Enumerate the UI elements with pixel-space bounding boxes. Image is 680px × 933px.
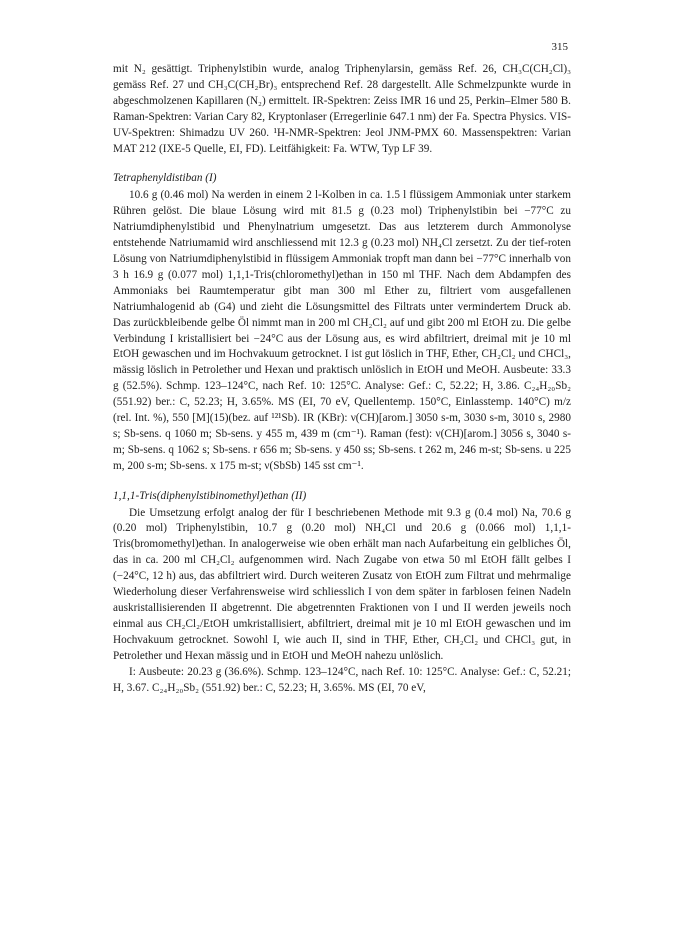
procedure-paragraph-1: 10.6 g (0.46 mol) Na werden in einem 2 l-Kolben in ca. 1.5 l flüssigem Ammoniak unter starkem Rühren gelöst. Die blaue Lösung wird mit 81.5 g (0.23 mol) Triphenylstibin bei −77°C zu Natriumdiphenylstibid und Phenylnatrium umgesetzt. Das aus letzterem durch Ammonolyse entstehende Natriumamid wird anschliessend mit 12.3 g (0.23 mol) NH₄Cl zersetzt. Zu der tief-roten Lösung von Natriumdiphenylstibid in flüssigem Ammoniak tropft man dann bei −77°C innerhalb von 3 h 16.9 g (0.077 mol) 1,1,1-Tris(chloromethyl)ethan in 150 ml THF. Nach dem Abdampfen des Ammoniaks bei Raumtemperatur gibt man 300 ml Ether zu, filtriert vom ausgefallenen Natriumhalogenid ab (G4) und zieht die Lösungsmittel des Filtrats unter vermindertem Druck ab. Das zurückbleibende gelbe Öl nimmt man in 200 ml CH₂Cl₂ auf und gibt 200 ml EtOH zu. Die gelbe Verbindung I kristallisiert bei −24°C aus der Lösung aus, es wird abfiltriert, dreimal mit je 10 ml EtOH gewaschen und im Hochvakuum getrocknet. I ist gut löslich in THF, Ether, CH₂Cl₂ und CHCl₃, mässig löslich in Petrolether und Hexan und praktisch unlöslich in EtOH und MeOH. Ausbeute: 33.3 g (52.5%). Schmp. 123–124°C, nach Ref. 10: 125°C. Analyse: Gef.: C, 52.22; H, 3.86. C₂₄H₂₀Sb₂ (551.92) ber.: C, 52.23; H, 3.65%. MS (EI, 70 eV, Quellentemp. 150°C, Einlasstemp. 140°C) m/z (rel. Int. %), 550 [M](15)(bez. auf ¹²¹Sb). IR (KBr): ν(CH)[arom.] 3050 s-m, 3030 s-m, 3010 s, 2980 s; Sb-sens. q 1060 m; Sb-sens. y 455 m, 439 m (cm⁻¹). Raman (fest): ν(CH)[arom.] 3056 s, 3040 s-m; Sb-sens. q 1062 s; Sb-sens. r 656 m; Sb-sens. y 450 ss; Sb-sens. t 262 m, 246 m-st; Sb-sens. u 225 m, 200 s-m; Sb-sens. x 175 m-st; ν(SbSb) 145 sst cm⁻¹. bbox=[113, 189, 571, 472]
body-text bbox=[113, 62, 571, 696]
section-heading-tetraphenyldistiban: Tetraphenyldistiban (I) bbox=[113, 172, 217, 185]
results-paragraph: I: Ausbeute: 20.23 g (36.6%). Schmp. 123–124°C, nach Ref. 10: 125°C. Analyse: Gef.: C, 52.21; H, 3.67. C₂₄H₂₀Sb₂ (551.92) ber.: C, 52.23; H, 3.65%. MS (EI, 70 eV, bbox=[113, 665, 571, 694]
page-number: 315 bbox=[551, 41, 568, 53]
procedure-paragraph-2: Die Umsetzung erfolgt analog der für I beschriebenen Methode mit 9.3 g (0.4 mol) Na, 70.6 g (0.20 mol) Triphenylstibin, 10.7 g (0.20 mol) NH₄Cl und 20.6 g (0.066 mol) 1,1,1-Tris(bromomethyl)ethan. In analogerweise wie oben erhält man nach Aufarbeitung ein gelbliches Öl, das in ca. 200 ml CH₂Cl₂ aufgenommen wird. Nach Zugabe von etwa 50 ml EtOH fällt gelbes I (−24°C, 12 h) aus, das abfiltriert wird. Durch weiteren Zusatz von EtOH zum Filtrat und mehrmalige Wiederholung dieser Verfahrensweise wird schliesslich I von dem später in farblosen feinen Nadeln auskristallisierenden II abgetrennt. Die abgetrennten Fraktionen von I und II werden jeweils noch einmal aus CH₂Cl₂/EtOH umkristallisiert, abfiltriert, dreimal mit je 10 ml EtOH gewaschen und im Hochvakuum getrocknet. Sowohl I, wie auch II, sind in THF, Ether, CH₂Cl₂ und CHCl₃ gut, in Petrolether und Hexan mässig und in EtOH und MeOH nahezu unlöslich. bbox=[113, 506, 571, 662]
section-heading-tris-ethan: 1,1,1-Tris(diphenylstibinomethyl)ethan (II) bbox=[113, 489, 307, 502]
intro-paragraph: mit N₂ gesättigt. Triphenylstibin wurde, analog Triphenylarsin, gemäss Ref. 26, CH₃C(CH₂Cl)₃ gemäss Ref. 27 und CH₃C(CH₂Br)₃ entsprechend Ref. 28 dargestellt. Alle Schmelzpunkte wurde in abgeschmolzenen Kapillaren (N₂) ermittelt. IR-Spektren: Zeiss IMR 16 und 25, Perkin–Elmer 580 B. Raman-Spektren: Varian Cary 82, Kryptonlaser (Erregerlinie 647.1 nm) der Fa. Spectra Physics. VIS-UV-Spektren: Shimadzu UV 260. ¹H-NMR-Spektren: Jeol JNM-PMX 60. Massenspektren: Varian MAT 212 (IXE-5 Quelle, EI, FD). Leitfähigkeit: Fa. WTW, Typ LF 39. bbox=[113, 63, 571, 155]
